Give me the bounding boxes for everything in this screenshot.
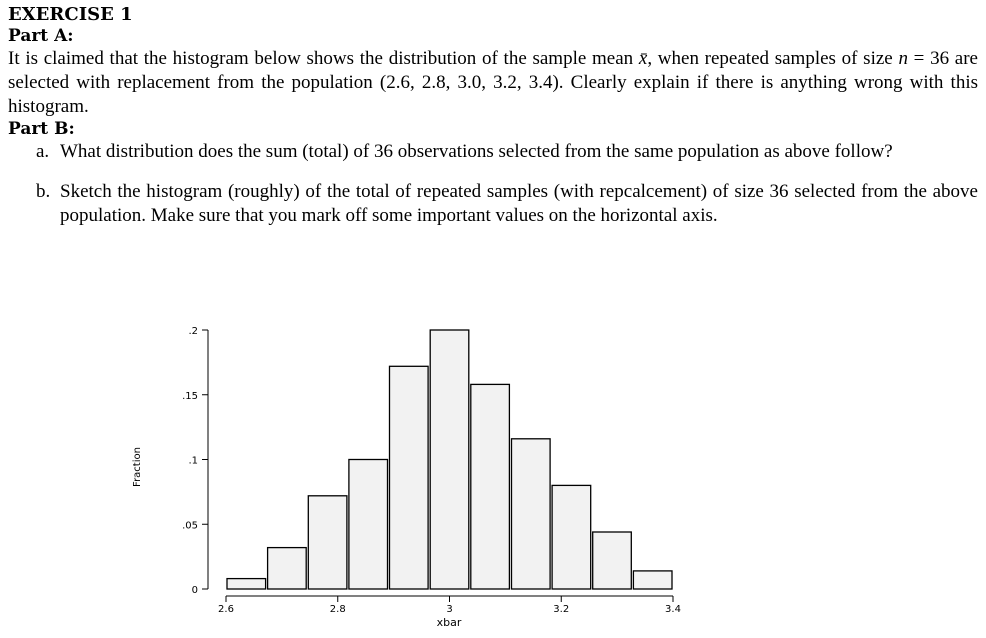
histogram-bar: [268, 548, 307, 589]
histogram-bar: [227, 579, 266, 589]
n-symbol: n: [898, 48, 908, 69]
item-text: Sketch the histogram (roughly) of the total of repeated samples (with repcalcement) of size 36 selected from the above population. Make sure that you mark off some important values on the horizontal axis.: [60, 181, 978, 226]
y-tick-label: .15: [182, 390, 198, 402]
x-tick-label: 2.8: [329, 604, 346, 615]
part-a-text-3: = 36 are selected with replacement from the population (2.6, 2.8, 3.0, 3.2, 3.4). Clearly explain if there is anything wrong with this histogram.: [8, 48, 978, 117]
item-marker: a.: [36, 141, 50, 162]
y-tick-label: .2: [188, 326, 198, 337]
histogram-bar: [430, 330, 469, 589]
part-a-text-2: , when repeated samples of size: [647, 48, 899, 69]
part-b-label: Part B:: [8, 119, 75, 139]
x-tick-label: 3.2: [553, 604, 570, 615]
y-tick-label: .05: [182, 520, 198, 532]
histogram-bar: [633, 571, 672, 589]
histogram-bar: [390, 366, 429, 589]
y-tick-label: 0: [191, 585, 198, 596]
part-a-label: Part A:: [8, 26, 74, 46]
item-marker: b.: [36, 181, 51, 202]
x-tick-label: 2.6: [218, 604, 234, 615]
histogram-bar: [552, 485, 591, 589]
exercise-title: EXERCISE 1: [8, 4, 133, 25]
item-text: What distribution does the sum (total) of 36 observations selected from the same population as above follow?: [60, 141, 893, 162]
histogram-bar: [593, 532, 632, 589]
y-tick-label: .1: [188, 455, 198, 467]
histogram-bar: [308, 496, 347, 589]
part-a-text-1: It is claimed that the histogram below shows the distribution of the sample mean: [8, 48, 639, 69]
histogram-bar: [512, 439, 551, 589]
histogram-bar: [471, 384, 510, 589]
xbar-symbol: x̄: [638, 48, 648, 69]
x-axis-label: xbar: [436, 616, 462, 629]
x-tick-label: 3.4: [665, 604, 681, 615]
y-axis-label: Fraction: [132, 447, 143, 487]
x-tick-label: 3: [446, 604, 453, 615]
bars-layer: [227, 330, 672, 589]
histogram-bar: [349, 460, 388, 590]
